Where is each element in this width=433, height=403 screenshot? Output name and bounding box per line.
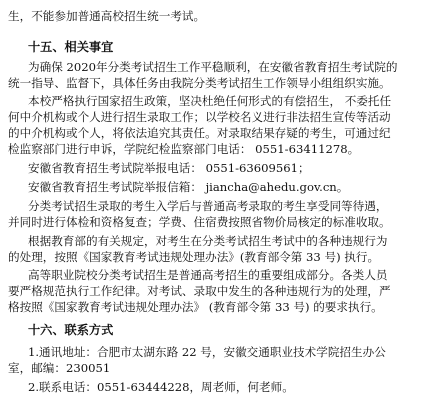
text-line: 高等职业院校分类考试招生是普通高考招生的重要组成部分。各类人员: [28, 268, 388, 282]
text-line: 2.联系电话：0551-63444228，周老师，何老师。: [28, 380, 294, 394]
section-heading-15: 十五、相关事宜: [28, 40, 114, 54]
text-line: 为确保 2020年分类考试招生工作平稳顺利，在安徽省教育招生考试院的: [28, 60, 398, 74]
section-heading-16: 十六、联系方式: [28, 323, 114, 337]
text-line: 安徽省教育招生考试院举报电话： 0551-63609561；: [28, 161, 310, 175]
text-line: 生，不能参加普通高校招生统一考试。: [8, 9, 206, 23]
text-line: 根据教育部的有关规定，对考生在分类考试招生考试中的各种违规行为: [28, 234, 388, 248]
text-line: 格按照《国家教育考试违规处理办法》 (教育部令第 33 号) 的要求执行。: [8, 300, 383, 314]
text-line: 何中介机构或个人进行招生录取工作；以学校名义进行非法招生宣传等活动: [8, 110, 391, 124]
text-line: 安徽省教育招生考试院举报信箱： jiancha@ahedu.gov.cn。: [28, 180, 349, 194]
text-line: 本校严格执行国家招生政策，坚决杜绝任何形式的有偿招生， 不委托任: [28, 94, 392, 108]
text-line: 1.通讯地址：合肥市太湖东路 22 号，安徽交通职业技术学院招生办公: [28, 345, 386, 359]
text-line: 要严格规范执行工作纪律。对考试、录取中发生的各种违规行为的处理，严: [8, 284, 391, 298]
text-line: 检监察部门进行申诉，学院纪检监察部门电话： 0551-63411278。: [8, 142, 360, 156]
text-line: 分类考试招生录取的考生入学后与普通高考录取的考生享受同等待遇，: [28, 199, 388, 213]
text-line: 并同时进行体检和资格复查；学费、住宿费按照省物价局核定的标准收取。: [8, 215, 391, 229]
text-line: 的处理，按照《国家教育考试违规处理办法》(教育部令第 33 号) 执行。: [8, 250, 380, 264]
text-line: 统一指导、监督下，具体任务由我院分类考试招生工作领导小组组织实施。: [8, 76, 391, 90]
text-line: 的中介机构或个人，将依法追究其责任。对录取结果存疑的考生，可通过纪: [8, 126, 391, 140]
text-line: 室，邮编：230051: [8, 361, 111, 375]
